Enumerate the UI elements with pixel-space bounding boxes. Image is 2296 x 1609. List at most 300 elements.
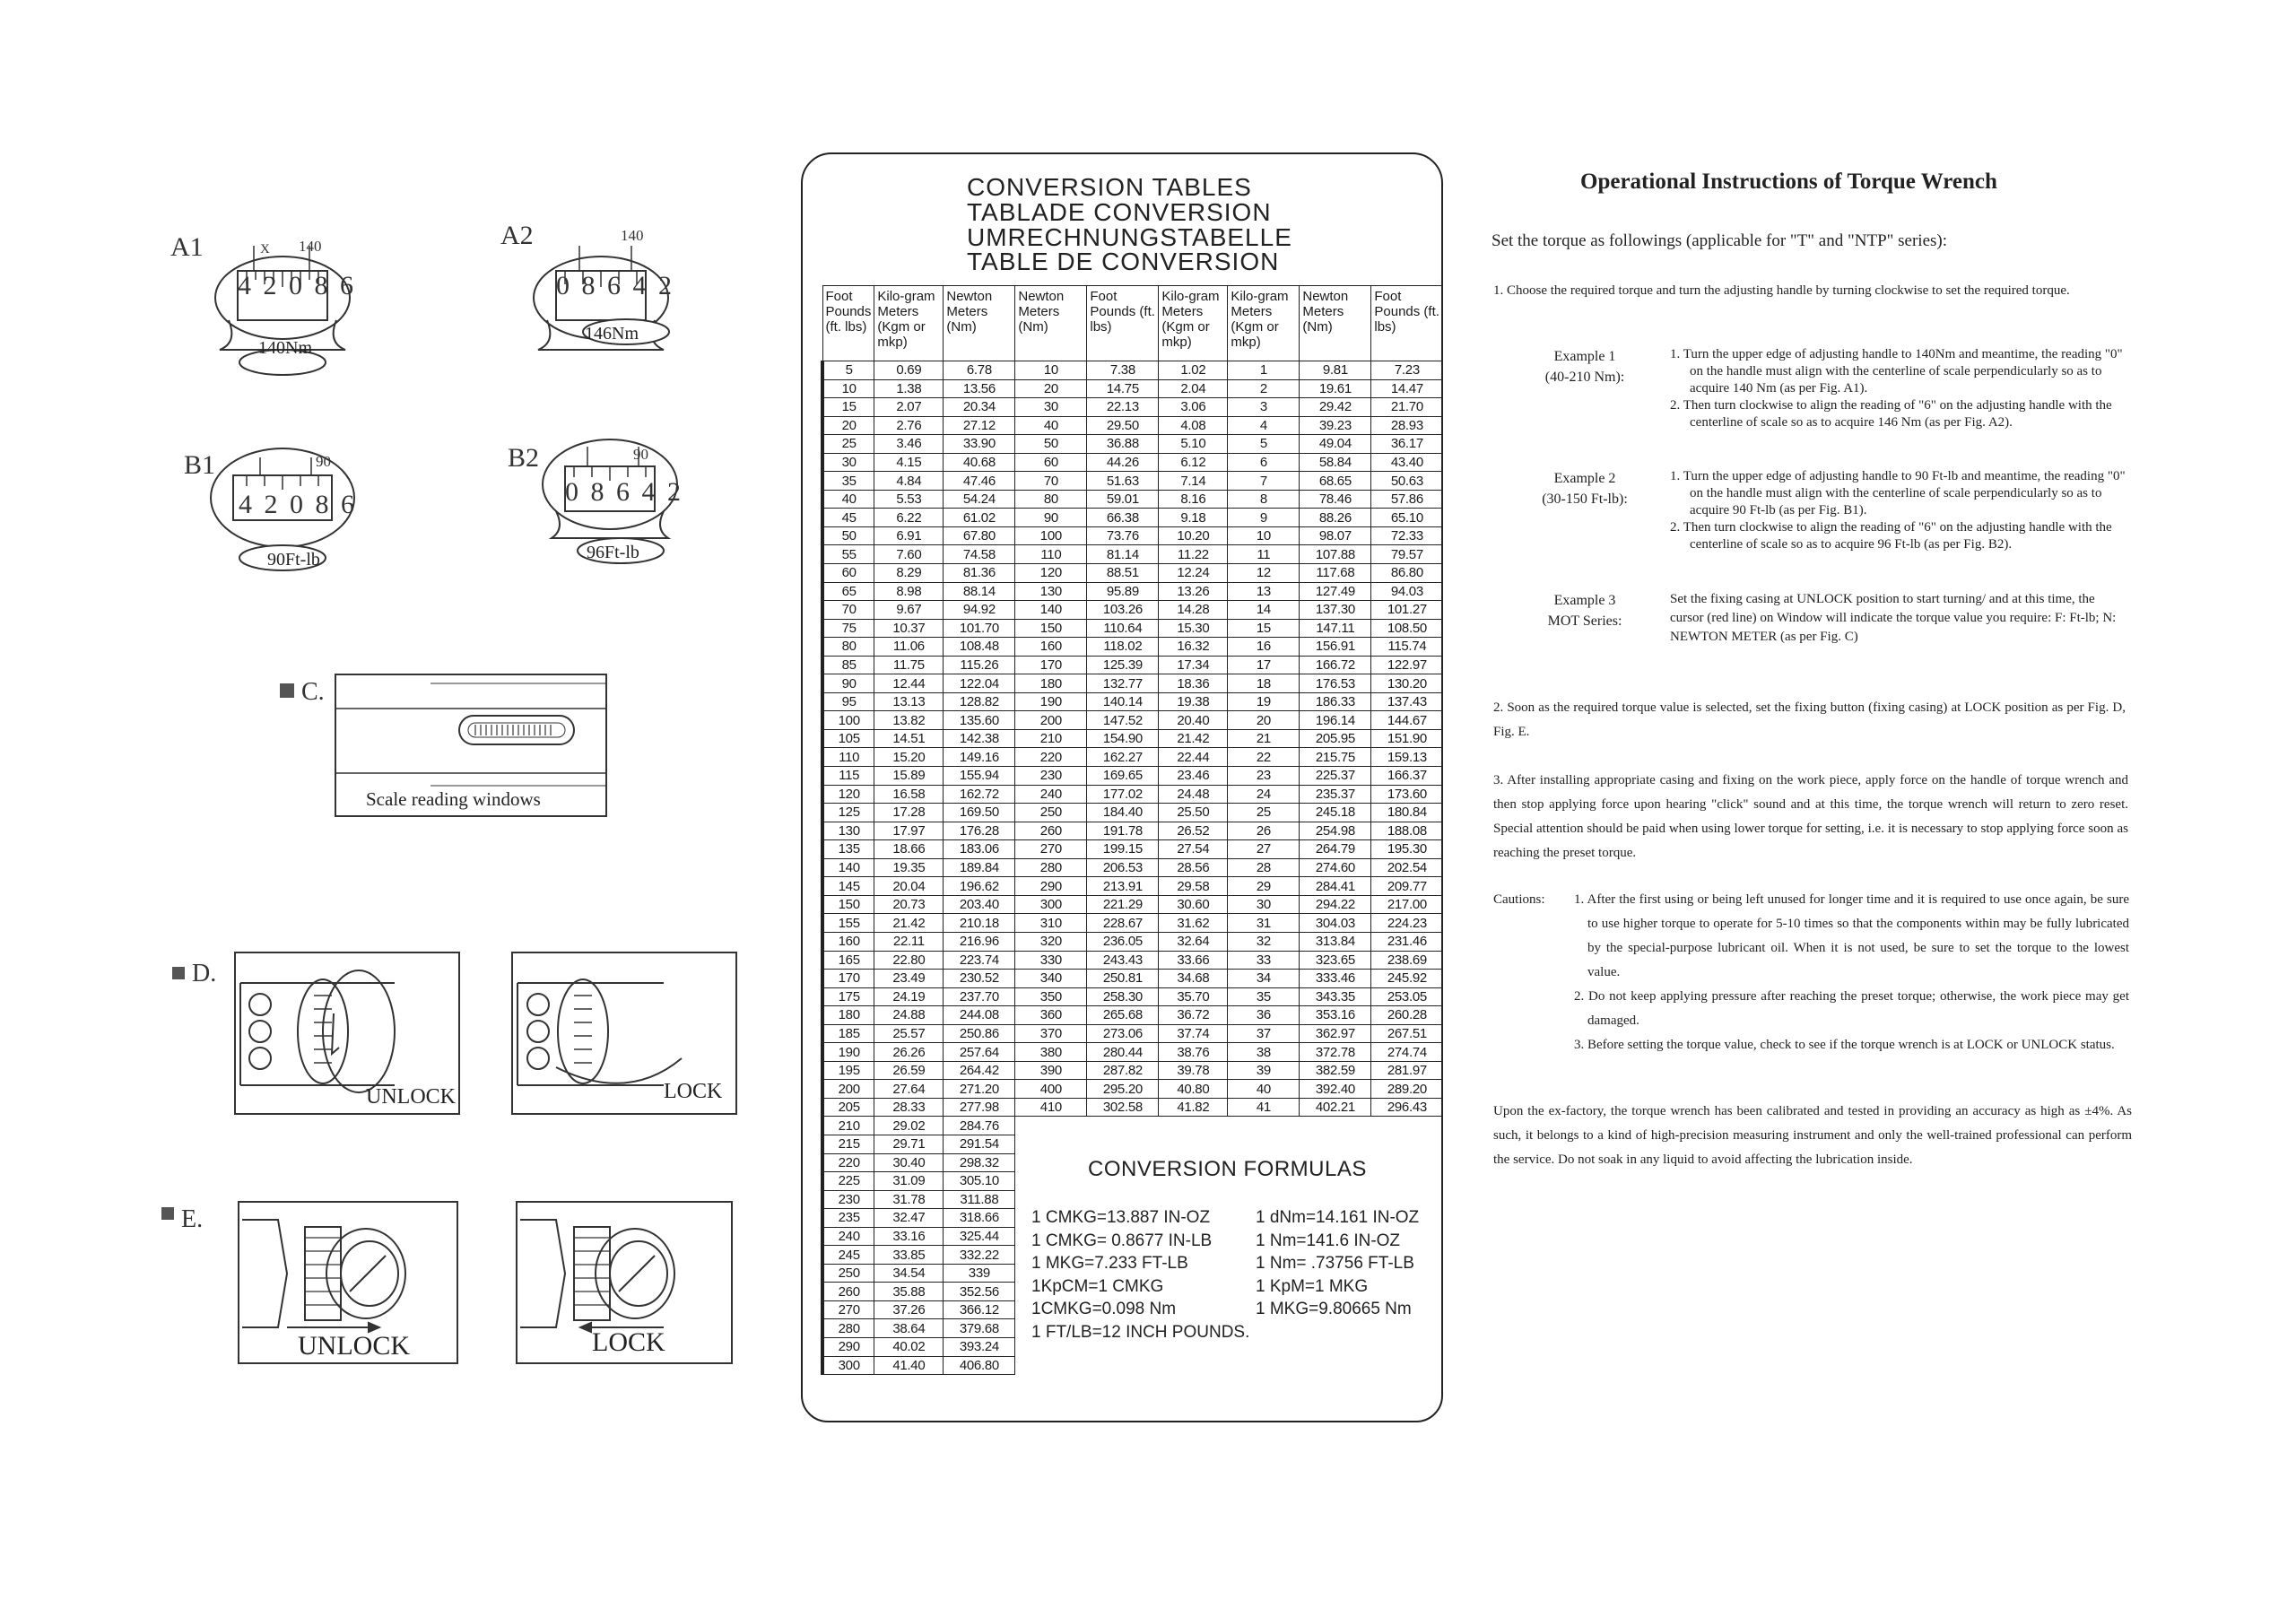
- table-cell-col2-ftlb: 118.02: [1087, 638, 1159, 657]
- table-cell-col3-kgm: 24: [1228, 785, 1300, 804]
- table-row: [822, 509, 1443, 527]
- table-cell-col1-ftlb: 85: [822, 656, 874, 674]
- table-cell-col3-ftlb: 173.60: [1371, 785, 1443, 804]
- table-row: [822, 656, 1443, 674]
- table-cell-col3-ftlb: 274.74: [1371, 1043, 1443, 1062]
- table-cell-col1-ftlb: 60: [822, 564, 874, 583]
- example-1-steps: [1670, 346, 2127, 431]
- table-cell-col1-nm: 128.82: [944, 692, 1015, 711]
- table-row: [822, 840, 1443, 859]
- table-cell-col3-nm: 176.53: [1300, 674, 1371, 693]
- table-cell-col2-ftlb: 132.77: [1087, 674, 1159, 693]
- table-cell-col2-nm: 30: [1015, 398, 1087, 417]
- conversion-title-es: TABLADE CONVERSION: [967, 198, 1272, 226]
- fig-a1-value: 140Nm: [258, 338, 312, 358]
- table-cell-col2-nm: 350: [1015, 987, 1087, 1006]
- table-cell-col3-nm: 117.68: [1300, 564, 1371, 583]
- table-cell-col2-kgm: 13.26: [1159, 582, 1228, 601]
- table-cell-col3-ftlb: 195.30: [1371, 840, 1443, 859]
- table-cell-col1-nm: 250.86: [944, 1024, 1015, 1043]
- table-row: [822, 692, 1443, 711]
- table-cell-col3-ftlb: 267.51: [1371, 1024, 1443, 1043]
- table-cell-col2-nm: 390: [1015, 1061, 1087, 1080]
- table-cell-col2-kgm: 21.42: [1159, 729, 1228, 748]
- table-cell-col1-nm: 81.36: [944, 564, 1015, 583]
- formula-right-4: 1 KpM=1 MKG: [1256, 1276, 1369, 1296]
- table-row: [822, 379, 1443, 398]
- fig-d-label: D.: [192, 960, 217, 987]
- table-row: [822, 1043, 1443, 1062]
- table-cell-col1-ftlb: 165: [822, 951, 874, 970]
- table-cell-col1-nm: 155.94: [944, 767, 1015, 786]
- table-cell-col3-nm: 225.37: [1300, 767, 1371, 786]
- conversion-title-de: UMRECHNUNGSTABELLE: [967, 223, 1292, 251]
- table-cell-col3-ftlb: 209.77: [1371, 877, 1443, 896]
- table-cell-col1-kgm: 29.71: [874, 1135, 944, 1153]
- table-cell-col2-ftlb: 228.67: [1087, 914, 1159, 933]
- table-cell-col2-nm: 230: [1015, 767, 1087, 786]
- table-cell-col1-nm: 61.02: [944, 509, 1015, 527]
- table-cell-col1-kgm: 12.44: [874, 674, 944, 693]
- figures-drawing: [0, 0, 789, 1609]
- header-newton-2: Newton Meters (Nm): [1015, 286, 1087, 361]
- table-cell-col1-ftlb: 210: [822, 1117, 874, 1135]
- table-cell-col2-nm: 50: [1015, 435, 1087, 454]
- table-row: [822, 361, 1443, 380]
- table-cell-col3-kgm: 19: [1228, 692, 1300, 711]
- table-cell-col2-kgm: 29.58: [1159, 877, 1228, 896]
- table-cell-col1-nm: 162.72: [944, 785, 1015, 804]
- table-cell-col1-ftlb: 25: [822, 435, 874, 454]
- table-cell-col2-kgm: 25.50: [1159, 804, 1228, 822]
- table-cell-col2-kgm: 14.28: [1159, 601, 1228, 620]
- table-cell-col3-kgm: 7: [1228, 472, 1300, 491]
- table-cell-col3-nm: 68.65: [1300, 472, 1371, 491]
- table-cell-col1-nm: 149.16: [944, 748, 1015, 767]
- table-cell-col1-nm: 94.92: [944, 601, 1015, 620]
- formula-left-5: 1CMKG=0.098 Nm: [1031, 1300, 1177, 1318]
- formula-left-4: 1KpCM=1 CMKG: [1031, 1276, 1164, 1296]
- table-row: [822, 601, 1443, 620]
- table-cell-col1-kgm: 20.73: [874, 895, 944, 914]
- table-cell-col2-nm: 150: [1015, 619, 1087, 638]
- header-newton-3: Newton Meters (Nm): [1300, 286, 1371, 361]
- fig-a1-label: A1: [170, 232, 204, 262]
- table-cell-col2-ftlb: 14.75: [1087, 379, 1159, 398]
- table-cell-col1-kgm: 37.26: [874, 1300, 944, 1319]
- table-cell-col2-ftlb: 162.27: [1087, 748, 1159, 767]
- table-row: [822, 914, 1443, 933]
- table-cell-col1-ftlb: 130: [822, 822, 874, 840]
- table-row: [822, 729, 1443, 748]
- table-cell-col1-nm: 406.80: [944, 1356, 1015, 1375]
- closing-paragraph: Upon the ex-factory, the torque wrench has been calibrated and tested in providing an accuracy as high as ±4%. As such, it belongs to a kind of high-precision measuring instrument and only the well-trained professional can perform the service. Do not soak in any liquid to avoid affecting the lubrication inside.: [1493, 1104, 2132, 1167]
- table-cell-col3-ftlb: 180.84: [1371, 804, 1443, 822]
- table-cell-col3-nm: 333.46: [1300, 970, 1371, 988]
- table-cell-col1-nm: 339: [944, 1264, 1015, 1283]
- table-cell-col1-ftlb: 105: [822, 729, 874, 748]
- table-cell-col2-kgm: 9.18: [1159, 509, 1228, 527]
- table-cell-col1-ftlb: 230: [822, 1190, 874, 1209]
- table-cell-col3-kgm: 41: [1228, 1098, 1300, 1117]
- table-cell-col3-ftlb: 238.69: [1371, 951, 1443, 970]
- table-cell-col2-nm: 170: [1015, 656, 1087, 674]
- table-cell-col3-kgm: 22: [1228, 748, 1300, 767]
- table-cell-col3-ftlb: 101.27: [1371, 601, 1443, 620]
- instructions-title: Operational Instructions of Torque Wrench: [1580, 170, 1997, 194]
- table-cell-col3-nm: 245.18: [1300, 804, 1371, 822]
- table-cell-col2-kgm: 39.78: [1159, 1061, 1228, 1080]
- table-row: [822, 987, 1443, 1006]
- table-cell-col1-kgm: 11.75: [874, 656, 944, 674]
- table-cell-col1-nm: 135.60: [944, 711, 1015, 730]
- table-cell-col3-kgm: 30: [1228, 895, 1300, 914]
- table-cell-col1-nm: 257.64: [944, 1043, 1015, 1062]
- table-cell-col1-nm: 264.42: [944, 1061, 1015, 1080]
- table-row: [822, 748, 1443, 767]
- table-cell-col2-ftlb: 22.13: [1087, 398, 1159, 417]
- table-cell-col1-ftlb: 215: [822, 1135, 874, 1153]
- table-cell-col3-kgm: 2: [1228, 379, 1300, 398]
- fig-b2-value: 96Ft-lb: [587, 543, 639, 562]
- table-cell-col2-ftlb: 273.06: [1087, 1024, 1159, 1043]
- conversion-formulas-title: CONVERSION FORMULAS: [1088, 1157, 1367, 1181]
- table-cell-col1-kgm: 15.89: [874, 767, 944, 786]
- table-row: [822, 1080, 1443, 1099]
- table-row: [822, 545, 1443, 564]
- table-cell-col1-ftlb: 175: [822, 987, 874, 1006]
- table-cell-col3-nm: 372.78: [1300, 1043, 1371, 1062]
- table-cell-col2-ftlb: 177.02: [1087, 785, 1159, 804]
- table-blank: [1015, 1356, 1443, 1375]
- table-cell-col1-kgm: 9.67: [874, 601, 944, 620]
- table-cell-col1-kgm: 7.60: [874, 545, 944, 564]
- table-cell-col2-ftlb: 206.53: [1087, 858, 1159, 877]
- table-row: [822, 1006, 1443, 1025]
- table-cell-col1-kgm: 1.38: [874, 379, 944, 398]
- table-cell-col1-kgm: 38.64: [874, 1319, 944, 1338]
- table-cell-col2-nm: 370: [1015, 1024, 1087, 1043]
- table-cell-col1-ftlb: 10: [822, 379, 874, 398]
- table-cell-col3-nm: 88.26: [1300, 509, 1371, 527]
- table-cell-col1-ftlb: 145: [822, 877, 874, 896]
- table-cell-col3-ftlb: 57.86: [1371, 490, 1443, 509]
- table-cell-col3-nm: 402.21: [1300, 1098, 1371, 1117]
- example-2-step-1: 1. Turn the upper edge of adjusting handle to 90 Ft-lb and meantime, the reading "0" on the handle must align with the centerline of scale perpendicularly so as to acquire 90 Ft-lb (as per Fig. B1).: [1670, 469, 2126, 517]
- table-cell-col1-ftlb: 155: [822, 914, 874, 933]
- table-cell-col1-nm: 325.44: [944, 1227, 1015, 1246]
- table-cell-col3-ftlb: 281.97: [1371, 1061, 1443, 1080]
- header-foot-pounds-3: Foot Pounds (ft. lbs): [1371, 286, 1443, 361]
- fig-b1-top-digits: 90: [316, 453, 331, 470]
- table-cell-col1-ftlb: 280: [822, 1319, 874, 1338]
- table-cell-col2-nm: 190: [1015, 692, 1087, 711]
- table-cell-col3-kgm: 17: [1228, 656, 1300, 674]
- table-cell-col3-ftlb: 86.80: [1371, 564, 1443, 583]
- table-cell-col3-nm: 107.88: [1300, 545, 1371, 564]
- table-cell-col2-nm: 330: [1015, 951, 1087, 970]
- table-cell-col3-nm: 29.42: [1300, 398, 1371, 417]
- example-2-step-2: 2. Then turn clockwise to align the reading of "6" on the adjusting handle with the centerline of scale so as to acquire 96 Ft-lb (as per Fig. B2).: [1670, 520, 2112, 552]
- table-cell-col3-ftlb: 253.05: [1371, 987, 1443, 1006]
- table-cell-col1-ftlb: 20: [822, 416, 874, 435]
- table-cell-col1-nm: 318.66: [944, 1209, 1015, 1228]
- table-cell-col3-kgm: 25: [1228, 804, 1300, 822]
- table-cell-col1-nm: 54.24: [944, 490, 1015, 509]
- table-cell-col1-ftlb: 245: [822, 1246, 874, 1265]
- table-cell-col2-ftlb: 199.15: [1087, 840, 1159, 859]
- table-cell-col2-nm: 310: [1015, 914, 1087, 933]
- example-2-label: [1535, 468, 1634, 509]
- table-cell-col3-ftlb: 159.13: [1371, 748, 1443, 767]
- table-row: [822, 932, 1443, 951]
- table-cell-col1-nm: 244.08: [944, 1006, 1015, 1025]
- fig-a2-label: A2: [500, 221, 534, 250]
- table-cell-col3-kgm: 9: [1228, 509, 1300, 527]
- table-cell-col1-nm: 40.68: [944, 453, 1015, 472]
- table-cell-col2-kgm: 27.54: [1159, 840, 1228, 859]
- table-cell-col1-kgm: 27.64: [874, 1080, 944, 1099]
- table-cell-col2-nm: 260: [1015, 822, 1087, 840]
- table-cell-col1-ftlb: 190: [822, 1043, 874, 1062]
- table-cell-col3-nm: 304.03: [1300, 914, 1371, 933]
- formula-left-3: 1 MKG=7.233 FT-LB: [1031, 1254, 1188, 1273]
- table-cell-col2-ftlb: 95.89: [1087, 582, 1159, 601]
- table-cell-col1-kgm: 10.37: [874, 619, 944, 638]
- table-cell-col1-kgm: 34.54: [874, 1264, 944, 1283]
- table-cell-col1-kgm: 11.06: [874, 638, 944, 657]
- table-cell-col1-ftlb: 15: [822, 398, 874, 417]
- table-cell-col2-kgm: 2.04: [1159, 379, 1228, 398]
- table-row: [822, 804, 1443, 822]
- table-cell-col3-nm: 156.91: [1300, 638, 1371, 657]
- table-cell-col1-kgm: 32.47: [874, 1209, 944, 1228]
- table-cell-col1-kgm: 2.07: [874, 398, 944, 417]
- table-cell-col3-ftlb: 217.00: [1371, 895, 1443, 914]
- table-cell-col2-nm: 280: [1015, 858, 1087, 877]
- table-cell-col3-kgm: 38: [1228, 1043, 1300, 1062]
- table-row: [822, 1098, 1443, 1117]
- table-cell-col3-nm: 235.37: [1300, 785, 1371, 804]
- table-row: [822, 435, 1443, 454]
- table-row: [822, 416, 1443, 435]
- table-row: [822, 711, 1443, 730]
- table-cell-col2-kgm: 23.46: [1159, 767, 1228, 786]
- table-cell-col1-ftlb: 110: [822, 748, 874, 767]
- table-cell-col1-kgm: 2.76: [874, 416, 944, 435]
- table-cell-col1-nm: 379.68: [944, 1319, 1015, 1338]
- table-cell-col2-kgm: 11.22: [1159, 545, 1228, 564]
- table-cell-col1-kgm: 6.22: [874, 509, 944, 527]
- table-cell-col1-nm: 203.40: [944, 895, 1015, 914]
- table-cell-col2-ftlb: 184.40: [1087, 804, 1159, 822]
- table-row: [822, 1135, 1443, 1153]
- table-cell-col1-ftlb: 205: [822, 1098, 874, 1117]
- table-cell-col2-kgm: 18.36: [1159, 674, 1228, 693]
- table-cell-col2-kgm: 34.68: [1159, 970, 1228, 988]
- table-cell-col3-nm: 215.75: [1300, 748, 1371, 767]
- table-row: [822, 1356, 1443, 1375]
- example-1-step-2: 2. Then turn clockwise to align the reading of "6" on the adjusting handle with the centerline of scale so as to acquire 146 Nm (as per Fig. A2).: [1670, 398, 2112, 430]
- example-1-label: [1535, 346, 1634, 387]
- table-cell-col1-nm: 284.76: [944, 1117, 1015, 1135]
- table-cell-col1-ftlb: 45: [822, 509, 874, 527]
- table-cell-col2-kgm: 19.38: [1159, 692, 1228, 711]
- table-cell-col2-kgm: 38.76: [1159, 1043, 1228, 1062]
- table-row: [822, 877, 1443, 896]
- table-cell-col2-nm: 20: [1015, 379, 1087, 398]
- table-cell-col2-ftlb: 110.64: [1087, 619, 1159, 638]
- fig-b1-value: 90Ft-lb: [267, 550, 320, 570]
- table-cell-col3-ftlb: 36.17: [1371, 435, 1443, 454]
- table-cell-col3-kgm: 31: [1228, 914, 1300, 933]
- table-row: [822, 472, 1443, 491]
- table-cell-col3-ftlb: 7.23: [1371, 361, 1443, 380]
- table-cell-col2-nm: 140: [1015, 601, 1087, 620]
- table-cell-col3-nm: 205.95: [1300, 729, 1371, 748]
- table-cell-col1-kgm: 30.40: [874, 1153, 944, 1172]
- table-cell-col3-ftlb: 137.43: [1371, 692, 1443, 711]
- table-cell-col1-kgm: 26.26: [874, 1043, 944, 1062]
- table-cell-col2-ftlb: 236.05: [1087, 932, 1159, 951]
- table-cell-col2-kgm: 6.12: [1159, 453, 1228, 472]
- table-cell-col2-kgm: 31.62: [1159, 914, 1228, 933]
- table-cell-col2-nm: 400: [1015, 1080, 1087, 1099]
- table-cell-col1-kgm: 31.78: [874, 1190, 944, 1209]
- table-row: [822, 858, 1443, 877]
- table-cell-col1-nm: 277.98: [944, 1098, 1015, 1117]
- table-cell-col3-nm: 78.46: [1300, 490, 1371, 509]
- formula-left-1: 1 CMKG=13.887 IN-OZ: [1031, 1208, 1211, 1227]
- table-cell-col1-ftlb: 50: [822, 526, 874, 545]
- table-cell-col1-kgm: 16.58: [874, 785, 944, 804]
- table-cell-col2-kgm: 16.32: [1159, 638, 1228, 657]
- table-cell-col3-ftlb: 224.23: [1371, 914, 1443, 933]
- fig-a1-digits: 4 2 0 8 6: [238, 271, 356, 300]
- table-cell-col2-nm: 270: [1015, 840, 1087, 859]
- table-cell-col1-kgm: 28.33: [874, 1098, 944, 1117]
- table-cell-col2-nm: 80: [1015, 490, 1087, 509]
- table-cell-col1-ftlb: 140: [822, 858, 874, 877]
- table-cell-col1-nm: 67.80: [944, 526, 1015, 545]
- table-cell-col1-nm: 13.56: [944, 379, 1015, 398]
- table-cell-col3-kgm: 16: [1228, 638, 1300, 657]
- example-2-range: (30-150 Ft-lb):: [1542, 491, 1628, 507]
- fig-b1-digits: 4 2 0 8 6: [239, 490, 357, 519]
- table-cell-col1-nm: 6.78: [944, 361, 1015, 380]
- table-cell-col1-ftlb: 200: [822, 1080, 874, 1099]
- table-cell-col1-ftlb: 135: [822, 840, 874, 859]
- table-cell-col1-ftlb: 55: [822, 545, 874, 564]
- table-cell-col1-ftlb: 65: [822, 582, 874, 601]
- table-cell-col2-ftlb: 154.90: [1087, 729, 1159, 748]
- table-cell-col3-kgm: 20: [1228, 711, 1300, 730]
- table-cell-col3-kgm: 37: [1228, 1024, 1300, 1043]
- table-cell-col2-ftlb: 221.29: [1087, 895, 1159, 914]
- table-cell-col2-kgm: 33.66: [1159, 951, 1228, 970]
- fig-c-label: C.: [301, 678, 325, 706]
- table-cell-col2-ftlb: 140.14: [1087, 692, 1159, 711]
- table-row: [822, 1024, 1443, 1043]
- fig-b2-label: B2: [508, 443, 540, 473]
- table-cell-col1-nm: 169.50: [944, 804, 1015, 822]
- table-cell-col1-nm: 176.28: [944, 822, 1015, 840]
- header-kgm-1: Kilo-gram Meters (Kgm or mkp): [874, 286, 944, 361]
- table-cell-col1-ftlb: 250: [822, 1264, 874, 1283]
- table-cell-col1-nm: 352.56: [944, 1283, 1015, 1301]
- cautions-list: [1562, 888, 2129, 1057]
- table-cell-col2-kgm: 3.06: [1159, 398, 1228, 417]
- table-cell-col3-kgm: 3: [1228, 398, 1300, 417]
- table-row: [822, 526, 1443, 545]
- table-cell-col3-kgm: 14: [1228, 601, 1300, 620]
- table-cell-col3-nm: 343.35: [1300, 987, 1371, 1006]
- table-cell-col2-kgm: 12.24: [1159, 564, 1228, 583]
- table-cell-col3-ftlb: 296.43: [1371, 1098, 1443, 1117]
- step-1: 1. Choose the required torque and turn the adjusting handle by turning clockwise to set the required torque.: [1493, 283, 2070, 298]
- example-3-label: [1535, 590, 1634, 631]
- table-row: [822, 619, 1443, 638]
- table-cell-col1-kgm: 17.97: [874, 822, 944, 840]
- example-3-title: Example 3: [1553, 593, 1616, 608]
- table-cell-col3-nm: 264.79: [1300, 840, 1371, 859]
- formula-right-2: 1 Nm=141.6 IN-OZ: [1256, 1231, 1401, 1250]
- table-cell-col3-ftlb: 43.40: [1371, 453, 1443, 472]
- table-cell-col1-nm: 183.06: [944, 840, 1015, 859]
- table-blank: [1015, 1190, 1443, 1209]
- table-cell-col1-ftlb: 90: [822, 674, 874, 693]
- table-cell-col2-nm: 100: [1015, 526, 1087, 545]
- table-cell-col3-nm: 274.60: [1300, 858, 1371, 877]
- table-cell-col1-nm: 393.24: [944, 1337, 1015, 1356]
- fig-d-unlock: UNLOCK: [366, 1085, 456, 1109]
- table-cell-col1-kgm: 24.88: [874, 1006, 944, 1025]
- table-cell-col1-kgm: 5.53: [874, 490, 944, 509]
- example-1-step-1: 1. Turn the upper edge of adjusting handle to 140Nm and meantime, the reading "0" on the handle must align with the centerline of scale perpendicularly so as to acquire 140 Nm (as per Fig. A1).: [1670, 347, 2123, 396]
- table-cell-col3-kgm: 33: [1228, 951, 1300, 970]
- table-cell-col1-kgm: 35.88: [874, 1283, 944, 1301]
- table-cell-col2-kgm: 37.74: [1159, 1024, 1228, 1043]
- table-cell-col1-kgm: 14.51: [874, 729, 944, 748]
- table-cell-col1-ftlb: 160: [822, 932, 874, 951]
- table-cell-col1-ftlb: 80: [822, 638, 874, 657]
- table-cell-col3-ftlb: 166.37: [1371, 767, 1443, 786]
- table-cell-col3-nm: 127.49: [1300, 582, 1371, 601]
- conversion-table-header: [822, 286, 1443, 361]
- table-cell-col3-nm: 166.72: [1300, 656, 1371, 674]
- table-cell-col2-ftlb: 73.76: [1087, 526, 1159, 545]
- table-cell-col2-nm: 160: [1015, 638, 1087, 657]
- table-cell-col3-ftlb: 108.50: [1371, 619, 1443, 638]
- table-cell-col2-ftlb: 302.58: [1087, 1098, 1159, 1117]
- table-cell-col3-kgm: 11: [1228, 545, 1300, 564]
- table-cell-col3-ftlb: 115.74: [1371, 638, 1443, 657]
- table-cell-col1-ftlb: 290: [822, 1337, 874, 1356]
- fig-a2-top-digits: 140: [621, 227, 644, 244]
- table-cell-col3-kgm: 6: [1228, 453, 1300, 472]
- table-cell-col3-ftlb: 94.03: [1371, 582, 1443, 601]
- table-cell-col1-ftlb: 40: [822, 490, 874, 509]
- table-cell-col2-ftlb: 213.91: [1087, 877, 1159, 896]
- table-cell-col3-kgm: 23: [1228, 767, 1300, 786]
- table-cell-col1-ftlb: 75: [822, 619, 874, 638]
- table-cell-col3-nm: 186.33: [1300, 692, 1371, 711]
- table-cell-col3-kgm: 18: [1228, 674, 1300, 693]
- table-cell-col2-nm: 320: [1015, 932, 1087, 951]
- table-cell-col3-kgm: 34: [1228, 970, 1300, 988]
- fig-b2-top-digits: 90: [633, 446, 648, 463]
- table-cell-col1-kgm: 26.59: [874, 1061, 944, 1080]
